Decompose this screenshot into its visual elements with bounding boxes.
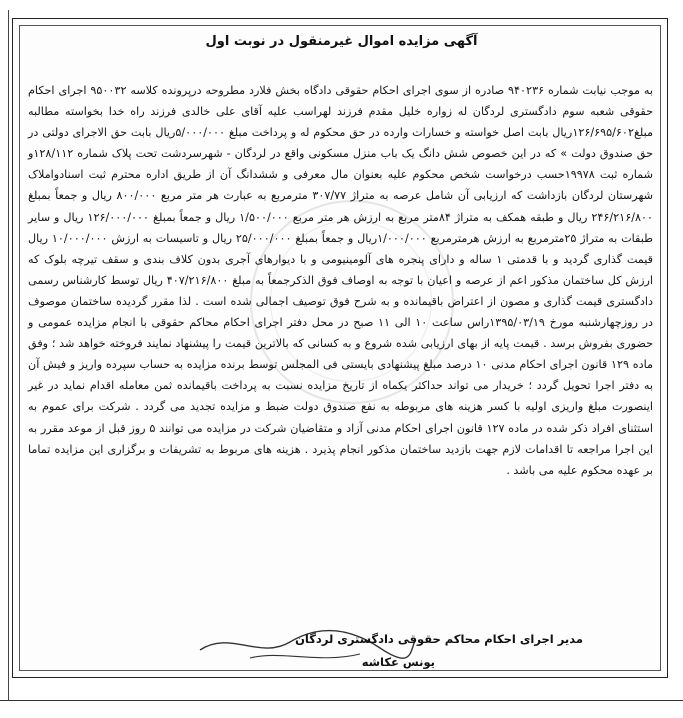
left-margin-rule: [8, 10, 9, 700]
signature-title: مدیر اجرای احکام محاکم حقوقی دادگستری لردگان: [295, 632, 583, 646]
bottom-rule: [0, 700, 683, 701]
signature-name: یونس عکاشه: [361, 655, 435, 669]
notice-body: [28, 80, 653, 481]
notice-paragraph: به موجب نیابت شماره ۹۴۰۲۳۶ صادره از سوی اجرای احکام حقوقی دادگاه بخش فلارد مطروحه درپرونده کلاسه ۹۵۰۰۳۲ اجرای احکام حقوقی شعبه سوم دادگستری لردگان له زواره خلیل مقدم فرزند لهراسب علیه آقای علی خالدی فرزند راه خدا بخواسته مطالبه مبلغ۱۲۶/۶۹۵/۶۰۲ریال بابت اصل خواسته و خسارات وارده در حق محکوم له و پرداخت مبلغ ۵/۰۰۰/۰۰۰ریال بابت حق الاجرای دولتی در حق صندوق دولت » که در این خصوص شش دانگ یک باب منزل مسکونی واقع در لردگان - شهرسردشت تحت پلاک شماره ۱۲۸/۱۱۲و شماره ثبت ۱۹۹۷۸حسب درخواست شخص محکوم علیه بعنوان مال معرفی و ششدانگ آن از طریق اداره محترم ثبت اسنادواملاک شهرستان لردگان بازداشت که ارزیابی آن شامل عرصه به متراژ ۳۰۷/۷۷ مترمربع به عبارت هر متر مربع ۸۰۰/۰۰۰ ریال و جمعاً بمبلغ ۲۴۶/۲۱۶/۸۰۰ ریال و طبقه همکف به متراژ ۸۴متر مربع به ارزش هر متر مربع ۱/۵۰۰/۰۰۰ ریال و جمعاً بمبلغ ۱۲۶/۰۰۰/۰۰۰ ریال و سایر طبقات به متراژ ۲۵مترمربع به ارزش هرمترمربع ۱/۰۰۰/۰۰۰ریال و جمعاً بمبلغ ۲۵/۰۰۰/۰۰۰ ریال و تاسیسات به ارزش ۱۰/۰۰۰/۰۰۰ ریال قیمت گذاری گردید و با قدمتی ۱ ساله و دارای پنجره های آلومینیومی و با دیوارهای آجری بدون کلاف بندی و سقف تیرچه بلوک که ارزش کل ساختمان مذکور اعم از عرصه و اعیان با توجه به اوصاف فوق الذکرجمعاً به مبلغ ۴۰۷/۲۱۶/۸۰۰ ریال توسط کارشناس رسمی دادگستری قیمت گذاری و مصون از اعتراض باقیمانده و به شرح فوق توصیف اجمالی شده است . لذا مقرر گردیده ساختمان موصوف در روزچهارشنبه مورخ ۱۳۹۵/۰۳/۱۹راس ساعت ۱۰ الی ۱۱ صبح در محل دفتر اجرای احکام محاکم حقوقی با انجام مزایده عمومی و حضوری بفروش برسد . قیمت پایه از بهای ارزیابی شده شروع و به کسانی که بالاترین قیمت را پیشنهاد نمایند فروخته خواهد شد ؛ وفق ماده ۱۲۹ قانون اجرای احکام مدنی ۱۰ درصد مبلغ پیشنهادی بایستی فی المجلس توسط برنده مزایده به حساب سپرده واریز و فیش آن به دفتر اجرا تحویل گردد ؛ خریدار می تواند حداکثر یکماه از تاریخ مزایده نسبت به پرداخت باقیمانده ثمن معامله اقدام نماید در غیر اینصورت مبلغ واریزی اولیه با کسر هزینه های مربوطه به نفع صندوق دولت ضبط و مزایده تجدید می گردد . شرکت برای عموم به استثنای افراد ذکر شده در ماده ۱۲۷ قانون اجرای احکام مدنی آزاد و متقاضیان شرکت در مزایده می توانند ۵ روز قبل از موعد مقرر به این اجرا مراجعه تا اقدامات لازم جهت بازدید ساختمان مذکور انجام پذیرد . هزینه های مربوط به تشریفات و برگزاری این مزایده تماما بر عهده محکوم علیه می باشد .: [28, 84, 654, 477]
notice-title: آگهی مزایده اموال غیرمنقول در نوبت اول: [205, 34, 478, 49]
